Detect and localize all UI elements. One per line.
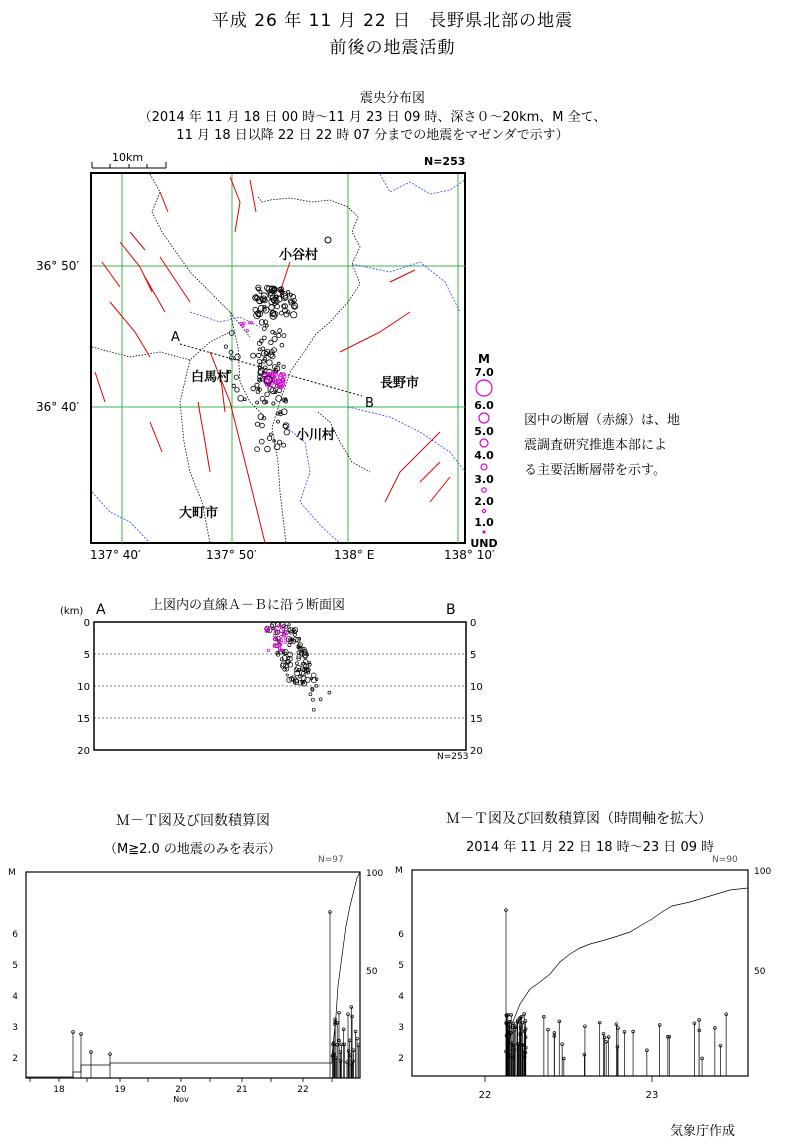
depth-tick-left-0: 0	[83, 618, 90, 629]
lat-label-50: 36° 50′	[36, 259, 80, 273]
depth-tick-right-10: 10	[470, 682, 483, 693]
legend-circle-2	[482, 509, 485, 512]
mt-left-x-22: 22	[297, 1085, 309, 1095]
mt-right-subtitle: 2014 年 11 月 22 日 18 時～23 日 09 時	[466, 840, 715, 855]
mt-right-x-23: 23	[645, 1090, 659, 1101]
depth-tick-right-20: 20	[470, 746, 483, 757]
place-nagano: 長野市	[380, 376, 420, 391]
map-count: N=253	[424, 155, 466, 168]
mt-right-cum-100: 100	[754, 867, 772, 877]
mt-left-x-20: 20	[175, 1085, 187, 1095]
depth-tick-left-20: 20	[77, 746, 90, 757]
lon-label-138: 138° E	[334, 548, 375, 562]
legend-circle-7	[476, 380, 492, 396]
mt-left-m-4: 4	[12, 992, 18, 1002]
epicenter-map-condition-2: 11 月 18 日以降 22 日 22 時 07 分までの地震をマゼンダで示す）	[176, 128, 569, 143]
mt-left-m-6: 6	[12, 930, 18, 940]
mt-right-m-5: 5	[398, 961, 404, 971]
legend-m-title: M	[478, 352, 490, 366]
cross-section-unit: (km)	[60, 606, 84, 617]
mt-right-m-3: 3	[398, 1023, 404, 1033]
mt-left-m-2: 2	[12, 1054, 18, 1064]
mt-left-x-caption: Nov	[173, 1095, 189, 1104]
map-scale-label: 10km	[112, 151, 144, 164]
place-omachi: 大町市	[179, 506, 219, 521]
mt-left-x-19: 19	[114, 1085, 126, 1095]
lon-label-138-10: 138° 10′	[444, 548, 495, 562]
depth-tick-left-15: 15	[77, 714, 90, 725]
fault-note-line-1: 図中の断層（赤線）は、地	[524, 413, 681, 428]
mt-left-x-18: 18	[53, 1085, 65, 1095]
legend-circle-6	[479, 413, 489, 423]
mt-left-cum-100: 100	[366, 869, 384, 879]
mt-right-count: N=90	[712, 855, 738, 865]
depth-tick-left-10: 10	[77, 682, 90, 693]
legend-m-7: 7.0	[474, 366, 494, 379]
legend-m-4: 4.0	[474, 449, 494, 462]
mt-right-m-2: 2	[398, 1054, 404, 1064]
legend-m-3: 3.0	[474, 473, 494, 486]
cross-section-count: N=253	[437, 752, 469, 762]
legend-circle-4	[481, 464, 487, 470]
mt-left-m-3: 3	[12, 1023, 18, 1033]
legend-m-1: 1.0	[474, 516, 494, 529]
mt-right-m-4: 4	[398, 992, 404, 1002]
mt-right-title: Ｍ－Ｔ図及び回数積算図（時間軸を拡大）	[446, 811, 712, 827]
mt-left-m-label: M	[8, 868, 16, 878]
fault-note	[524, 408, 724, 483]
depth-tick-right-0: 0	[470, 618, 477, 629]
legend-circle-3	[482, 488, 486, 492]
lon-label-137-40: 137° 40′	[90, 548, 141, 562]
depth-tick-right-15: 15	[470, 714, 483, 725]
depth-tick-left-5: 5	[83, 650, 90, 661]
mt-left-x-21: 21	[236, 1085, 248, 1095]
depth-tick-right-5: 5	[470, 650, 477, 661]
mt-left-plot	[0, 866, 390, 1106]
legend-circle-1	[483, 531, 485, 533]
cross-section-plot	[60, 614, 500, 766]
lon-label-137-50: 137° 50′	[206, 548, 257, 562]
legend-m-und: UND	[470, 537, 498, 549]
mt-right-m-6: 6	[398, 930, 404, 940]
mt-left-m-5: 5	[12, 961, 18, 971]
place-hakuba: 白馬村	[191, 370, 231, 385]
mt-left-cum-50: 50	[366, 967, 378, 977]
place-otari: 小谷村	[279, 248, 319, 263]
cross-section-title: 上図内の直線Ａ－Ｂに沿う断面図	[150, 598, 346, 613]
mt-left-count: N=97	[318, 855, 344, 865]
fault-note-line-2: 震調査研究推進本部によ	[524, 438, 668, 453]
fault-note-line-3: る主要活断層帯を示す。	[524, 463, 666, 478]
mt-right-plot	[390, 864, 782, 1104]
mt-left-subtitle: （M≧2.0 の地震のみを表示）	[104, 842, 281, 857]
legend-m-6: 6.0	[474, 399, 494, 412]
epicenter-map	[90, 172, 468, 546]
legend-m-5: 5.0	[474, 425, 494, 438]
footer-credit: 気象庁作成	[670, 1124, 736, 1139]
map-label-a: A	[171, 330, 180, 345]
mt-right-m-label: M	[395, 866, 403, 876]
cross-section-label-b: B	[446, 602, 456, 618]
mt-left-title: Ｍ－Ｔ図及び回数積算図	[116, 813, 270, 829]
page-title-line1: 平成 26 年 11 月 22 日 長野県北部の地震	[211, 11, 574, 31]
map-label-b: B	[365, 396, 374, 411]
legend-circle-5	[480, 439, 488, 447]
lat-label-40: 36° 40′	[36, 400, 80, 414]
page-title-line2: 前後の地震活動	[329, 38, 456, 58]
cross-section-label-a: A	[96, 602, 106, 618]
legend-m-2: 2.0	[474, 495, 494, 508]
place-ogawa: 小川村	[296, 428, 336, 443]
epicenter-map-condition-1: （2014 年 11 月 18 日 00 時～11 月 23 日 09 時、深さ０～20km、M 全て、	[138, 110, 607, 125]
epicenter-map-title: 震央分布図	[359, 91, 425, 106]
magnitude-legend	[468, 364, 504, 549]
mt-right-cum-50: 50	[754, 967, 766, 977]
mt-right-x-22: 22	[478, 1090, 492, 1101]
